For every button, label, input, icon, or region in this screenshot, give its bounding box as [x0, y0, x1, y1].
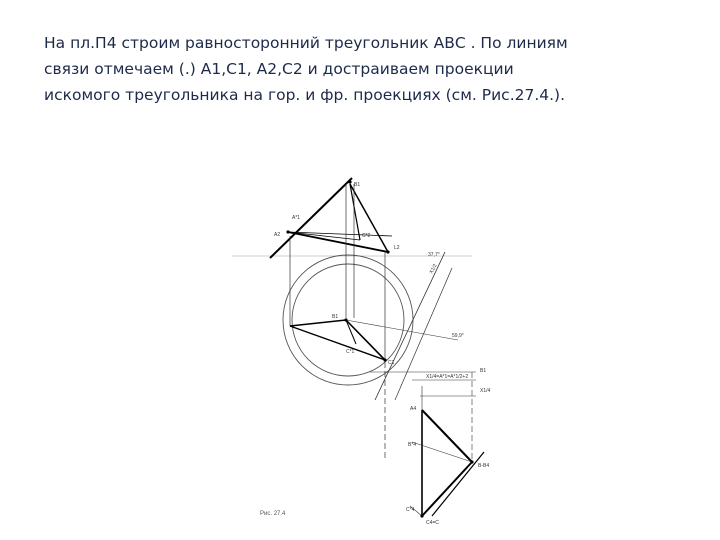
point-b1-mid: [344, 318, 347, 321]
edge-b1-cstar: [346, 320, 356, 344]
figure-caption: Рис. 27.4: [260, 511, 286, 517]
point-l2: [386, 250, 389, 253]
point-c1: [383, 358, 386, 361]
label-angle-mid: 59,9°: [452, 333, 464, 339]
label-a2: А2: [274, 232, 281, 238]
edge-a1-b1-mid: [290, 320, 346, 326]
point-c4: [420, 514, 423, 517]
label-a-star: А*1: [292, 215, 301, 221]
label-b1-top: В1: [354, 182, 361, 188]
edge-a2-b1: [270, 178, 352, 258]
point-a2: [286, 230, 289, 233]
label-a4: А4: [410, 406, 417, 412]
label-formula: X1/4=A*1=A*1/2+2: [426, 374, 469, 380]
statement-line-2: связи отмечаем (.) А1,С1, А2,С2 и достраиваем проекции: [44, 60, 514, 78]
label-angle-upper: 37,7°: [428, 252, 440, 258]
label-c4-star: С*4: [406, 507, 415, 513]
label-c-star-top: С*2: [362, 233, 371, 239]
edge-b4-c4: [422, 462, 472, 516]
label-c4: С4=С: [426, 520, 439, 526]
statement-line-3: искомого треугольника на гор. и фр. проекциях (см. Рис.27.4.).: [44, 86, 566, 104]
edge-a4-b4: [422, 410, 472, 462]
statement-line-1: На пл.П4 строим равносторонний треугольник АВС . По линиям: [44, 34, 568, 52]
label-axis-x14: X1/4: [480, 388, 491, 394]
edge-b4-c4-outer: [432, 452, 484, 516]
label-c-star-mid: С*1: [346, 349, 355, 355]
label-b4-star: В*4: [408, 442, 417, 448]
label-b4: В-В4: [478, 463, 490, 469]
point-b4: [470, 460, 473, 463]
label-l2: L2: [394, 245, 400, 251]
label-b1-right: В1: [480, 368, 487, 374]
label-c1: С1: [388, 360, 395, 366]
label-b1-mid: В1: [332, 314, 339, 320]
point-b1-top: [348, 180, 351, 183]
label-axis-x12: X1/2: [428, 263, 439, 275]
